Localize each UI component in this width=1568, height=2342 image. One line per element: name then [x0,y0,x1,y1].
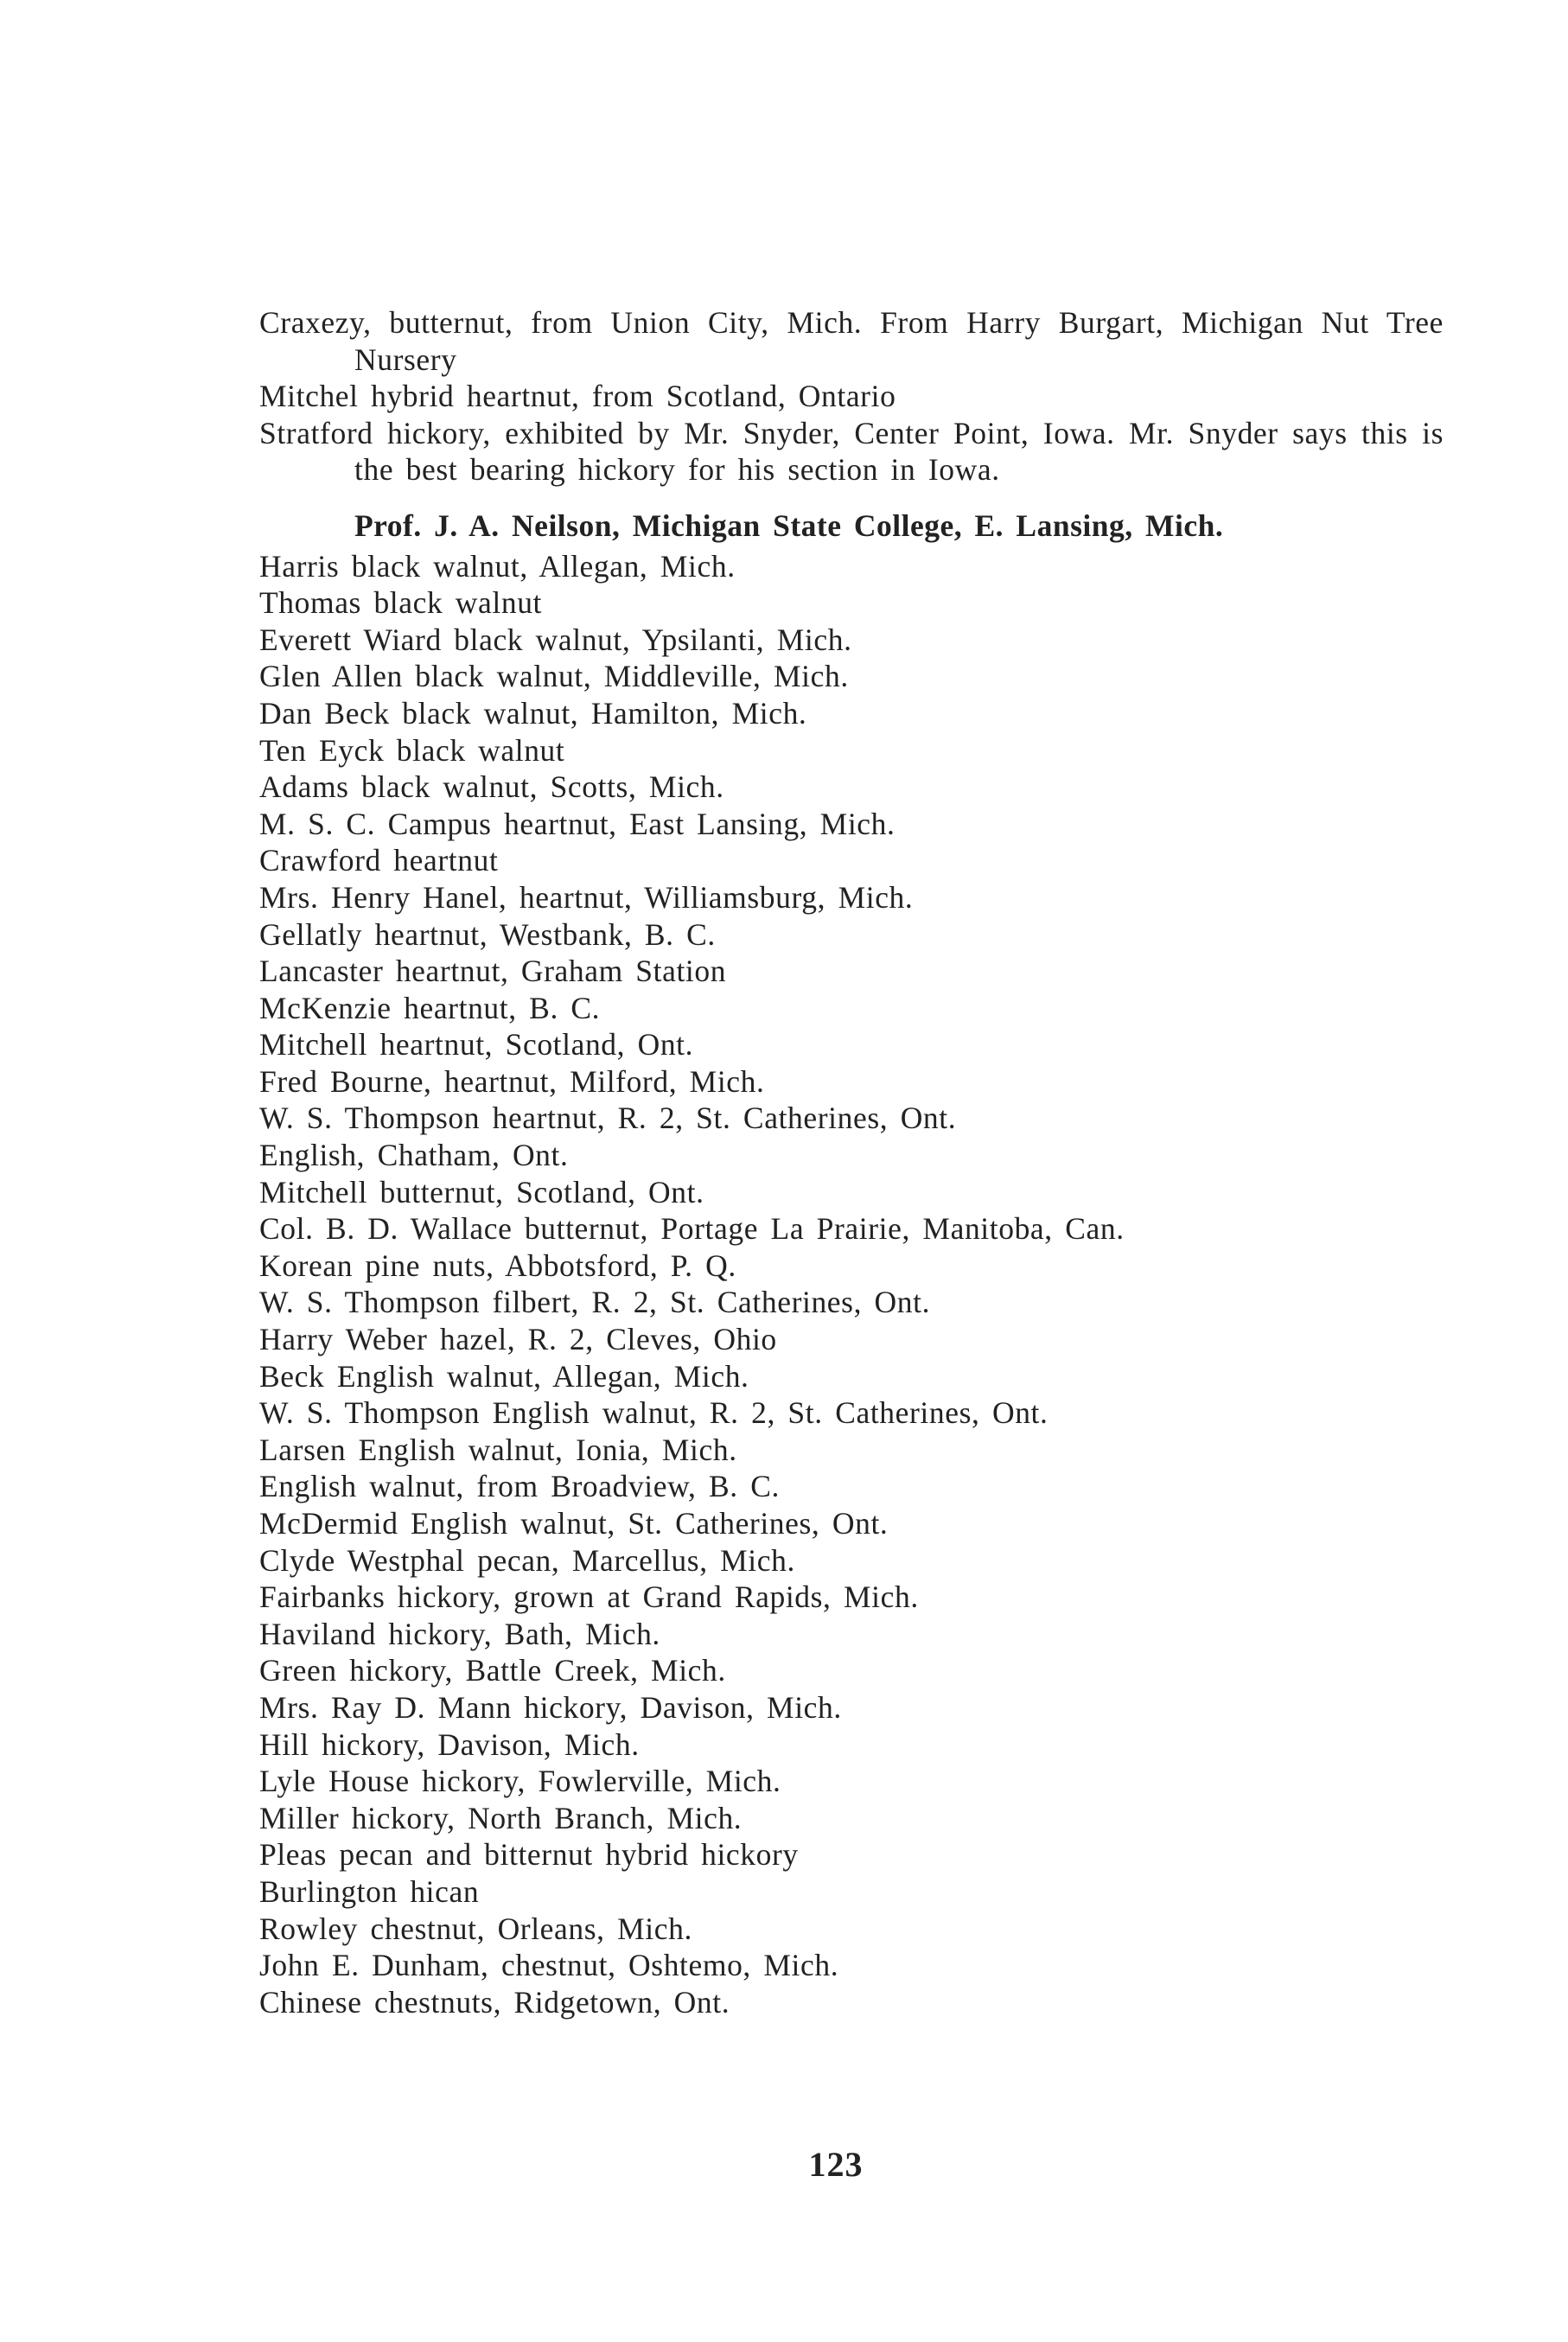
list-item: Fairbanks hickory, grown at Grand Rapids, Mich. [259,1579,919,1615]
list-item: Beck English walnut, Allegan, Mich. [259,1358,749,1394]
list-item: Ten Eyck black walnut [259,732,565,768]
list-item: Glen Allen black walnut, Middleville, Mich. [259,659,849,694]
list-item: Korean pine nuts, Abbotsford, P. Q. [259,1248,736,1283]
list-item: Mitchell butternut, Scotland, Ont. [259,1174,704,1209]
page-number-text: 123 [808,2145,864,2184]
list-item: Crawford heartnut [259,843,499,878]
list-item: Mitchell heartnut, Scotland, Ont. [259,1027,694,1063]
list-item: Larsen English walnut, Ionia, Mich. [259,1432,737,1467]
list-item: Clyde Westphal pecan, Marcellus, Mich. [259,1542,795,1578]
list-item: Harris black walnut, Allegan, Mich. [259,548,736,584]
section-heading: Prof. J. A. Neilson, Michigan State College, E. Lansing, Mich. [354,507,1224,543]
list-item: M. S. C. Campus heartnut, East Lansing, Mich. [259,806,896,841]
exhibit-list [259,548,1444,2021]
list-item: English, Chatham, Ont. [259,1138,569,1173]
list-item: Haviland hickory, Bath, Mich. [259,1616,660,1651]
list-item: Fred Bourne, heartnut, Milford, Mich. [259,1063,765,1099]
list-item: Mrs. Ray D. Mann hickory, Davison, Mich. [259,1689,842,1725]
list-item: McDermid English walnut, St. Catherines, Ont. [259,1506,889,1541]
page-content [259,304,1444,2020]
intro-entries [259,304,1444,488]
list-item: Miller hickory, North Branch, Mich. [259,1800,743,1835]
list-item: Gellatly heartnut, Westbank, B. C. [259,916,716,952]
entry-mitchel-hybrid: Mitchel hybrid heartnut, from Scotland, Ontario [259,379,896,414]
list-item: Dan Beck black walnut, Hamilton, Mich. [259,695,807,731]
list-item: Harry Weber hazel, R. 2, Cleves, Ohio [259,1322,777,1357]
list-item: English walnut, from Broadview, B. C. [259,1469,780,1504]
list-item: Pleas pecan and bitternut hybrid hickory [259,1837,799,1873]
list-item: Adams black walnut, Scotts, Mich. [259,769,724,805]
entry-stratford-hickory: Stratford hickory, exhibited by Mr. Snyder, Center Point, Iowa. Mr. Snyder says this is the best bearing hickory for his section in Iowa. [259,415,1444,488]
list-item: Chinese chestnuts, Ridgetown, Ont. [259,1984,730,2020]
list-item: Burlington hican [259,1873,480,1909]
list-item: Mrs. Henry Hanel, heartnut, Williamsburg, Mich. [259,879,914,915]
list-item: Everett Wiard black walnut, Ypsilanti, Mich. [259,622,852,657]
list-item: W. S. Thompson English walnut, R. 2, St. Catherines, Ont. [259,1395,1049,1431]
list-item: Rowley chestnut, Orleans, Mich. [259,1911,692,1946]
list-item: Thomas black walnut [259,585,543,621]
page-number [0,2144,1568,2185]
list-item: John E. Dunham, chestnut, Oshtemo, Mich. [259,1948,839,1983]
list-item: Lyle House hickory, Fowlerville, Mich. [259,1764,781,1799]
list-item: Green hickory, Battle Creek, Mich. [259,1653,726,1688]
list-item: Hill hickory, Davison, Mich. [259,1726,640,1762]
list-item: W. S. Thompson filbert, R. 2, St. Catherines, Ont. [259,1285,931,1320]
list-item: Lancaster heartnut, Graham Station [259,954,727,989]
list-item: Col. B. D. Wallace butternut, Portage La Prairie, Manitoba, Can. [259,1211,1125,1247]
list-item: W. S. Thompson heartnut, R. 2, St. Catherines, Ont. [259,1101,957,1136]
list-item: McKenzie heartnut, B. C. [259,990,601,1025]
entry-craxezy: Craxezy, butternut, from Union City, Mich. From Harry Burgart, Michigan Nut Tree Nursery [259,305,1444,377]
